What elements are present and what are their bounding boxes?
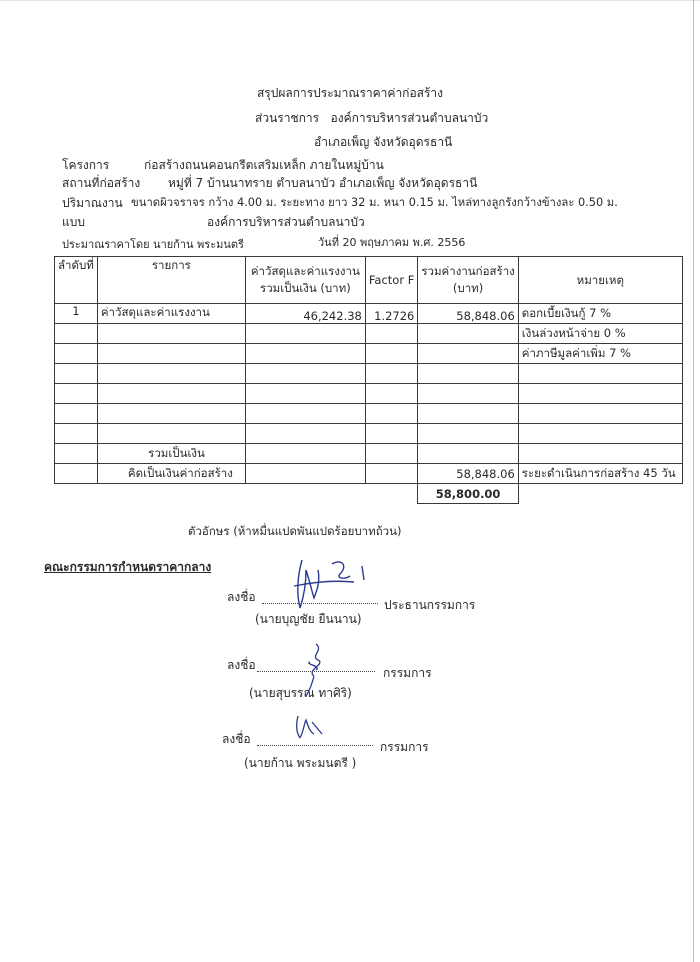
- table-row: [55, 384, 683, 404]
- document-title: สรุปผลการประมาณราคาค่าก่อสร้าง: [256, 86, 444, 100]
- construction-duration: ระยะดำเนินการก่อสร้าง 45 วัน: [518, 464, 682, 484]
- table-row: [55, 324, 683, 344]
- header-total: [418, 257, 518, 304]
- plan-value: องค์การบริหารส่วนตำบลนาบัว: [207, 215, 365, 229]
- sum-label: รวมเป็นเงิน: [97, 444, 245, 464]
- table-sum-row: [55, 444, 683, 464]
- agency-name: องค์การบริหารส่วนตำบลนาบัว: [330, 111, 489, 125]
- header-total-line1: รวมค่างานก่อสร้าง: [421, 264, 515, 278]
- table-row: [55, 364, 683, 384]
- sign-label-chair: ลงชื่อ: [227, 590, 256, 604]
- header-remark: หมายเหตุ: [518, 257, 682, 304]
- header-factor: Factor F: [365, 257, 417, 304]
- sign-label-member1: ลงชื่อ: [227, 658, 256, 672]
- agency-line: [255, 111, 488, 125]
- header-cost-line2: รวมเป็นเงิน (บาท): [260, 281, 351, 295]
- signature-chair: [284, 552, 384, 622]
- construction-label: คิดเป็นเงินค่าก่อสร้าง: [97, 464, 245, 484]
- table-row: [55, 404, 683, 424]
- row1-item: ค่าวัสดุและค่าแรงงาน: [97, 304, 245, 324]
- project-label: โครงการ: [62, 158, 110, 172]
- header-no: ลำดับที่: [55, 257, 98, 304]
- agency-label: ส่วนราชการ: [255, 111, 320, 125]
- header-item: รายการ: [97, 257, 245, 304]
- site-value: หมู่ที่ 7 บ้านนาทราย ตำบลนาบัว อำเภอเพ็ญ จังหวัดอุดรธานี: [168, 176, 478, 190]
- member-role-2: กรรมการ: [380, 740, 429, 754]
- table-row: [55, 344, 683, 364]
- row1-factor: 1.2726: [365, 304, 417, 324]
- rounded-total: 58,800.00: [418, 484, 518, 504]
- table-row: [55, 424, 683, 444]
- scan-edge-right: [693, 0, 694, 962]
- header-total-line2: (บาท): [452, 281, 484, 295]
- sign-label-member2: ลงชื่อ: [222, 732, 251, 746]
- row1-remark: ดอกเบี้ยเงินกู้ 7 %: [518, 304, 682, 324]
- estimate-date: วันที่ 20 พฤษภาคม พ.ศ. 2556: [318, 236, 466, 249]
- table-header-row: [55, 257, 683, 304]
- estimate-table: [54, 256, 683, 504]
- site-label: สถานที่ก่อสร้าง: [62, 176, 141, 190]
- table-construction-row: [55, 464, 683, 484]
- committee-title: คณะกรรมการกำหนดราคากลาง: [44, 560, 212, 574]
- project-name: ก่อสร้างถนนคอนกรีตเสริมเหล็ก ภายในหมู่บ้าน: [144, 158, 384, 172]
- scan-edge-top: [0, 0, 700, 1]
- remark-advance: เงินล่วงหน้าจ่าย 0 %: [518, 324, 682, 344]
- quantity-label: ปริมาณงาน: [62, 196, 123, 210]
- signature-member2: [292, 712, 326, 742]
- member-name-chair: (นายบุญชัย ยืนนาน): [255, 612, 362, 626]
- estimator: ประมาณราคาโดย นายก้าน พระมนตรี: [62, 238, 244, 251]
- member-name-1: (นายสุบรรณ ทาศิริ): [249, 686, 352, 700]
- table-row: [55, 304, 683, 324]
- table-rounded-row: [55, 484, 683, 504]
- member-name-2: (นายก้าน พระมนตรี ): [244, 756, 357, 770]
- district-line: อำเภอเพ็ญ จังหวัดอุดรธานี: [314, 135, 453, 149]
- member-role-1: กรรมการ: [383, 666, 432, 680]
- row1-no: 1: [55, 304, 98, 324]
- construction-total: 58,848.06: [418, 464, 518, 484]
- quantity-value: ขนาดผิวจราจร กว้าง 4.00 ม. ระยะทาง ยาว 32 ม. หนา 0.15 ม. ไหล่ทางลูกรังกว้างข้างละ 0.50 ม.: [131, 196, 618, 209]
- amount-in-words: ตัวอักษร (ห้าหมื่นแปดพันแปดร้อยบาทถ้วน): [188, 524, 402, 538]
- row1-cost: 46,242.38: [245, 304, 365, 324]
- plan-label: แบบ: [62, 215, 85, 229]
- remark-vat: ค่าภาษีมูลค่าเพิ่ม 7 %: [518, 344, 682, 364]
- signature-member1: [296, 640, 336, 698]
- row1-total: 58,848.06: [418, 304, 518, 324]
- header-cost: [245, 257, 365, 304]
- member-role-chair: ประธานกรรมการ: [384, 598, 476, 612]
- header-cost-line1: ค่าวัสดุและค่าแรงงาน: [250, 264, 360, 278]
